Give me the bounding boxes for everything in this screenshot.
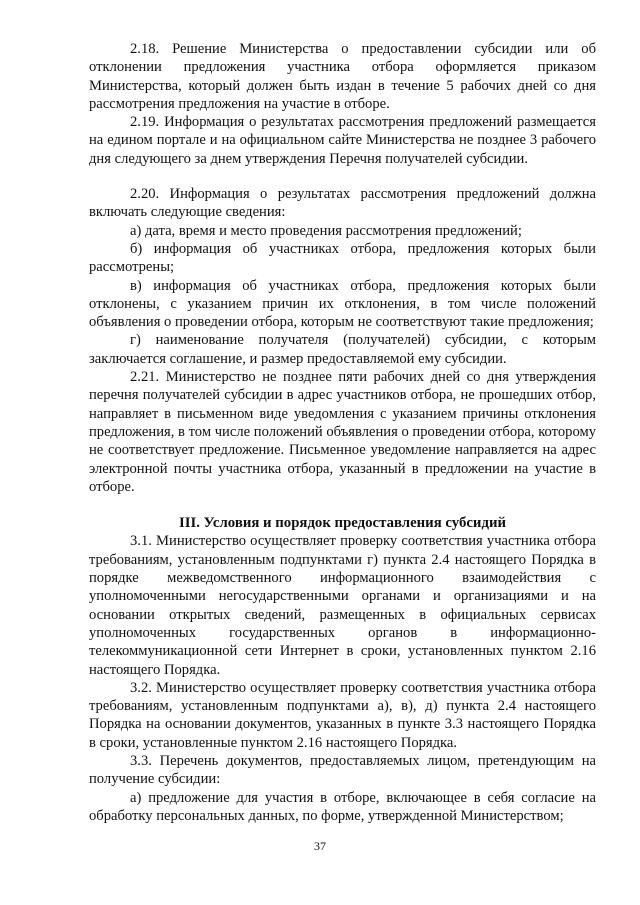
list-item-v: в) информация об участниках отбора, предложения которых были отклонены, с указанием причин их отклонения, в том числе положений объявления о проведении отбора, которым не соответствуют такие предложения; [89, 277, 596, 331]
page-number: 37 [314, 839, 326, 853]
paragraph-2-18: 2.18. Решение Министерства о предоставлении субсидии или об отклонении предложения участника отбора оформляется приказом Министерства, который должен быть издан в течение 5 рабочих дней со дня рассмотрения предложения на участие в отборе. [89, 41, 596, 112]
section-heading: III. Условия и порядок предоставления субсидий [179, 515, 506, 532]
paragraph-3-1: 3.1. Министерство осуществляет проверку соответствия участника отбора требованиям, установленным подпунктами г) пункта 2.4 настоящего Порядка в порядке межведомственного информационного взаимодействия с уполномоченными негосударственными органами и организациями и на основании открытых сведений, размещенных в официальных сервисах уполномоченных государственных органов в информационно-телекоммуникационной сети Интернет в сроки, установленных пунктом 2.16 настоящего Порядка. [89, 533, 596, 678]
paragraph-2-21: 2.21. Министерство не позднее пяти рабочих дней со дня утверждения перечня получателей субсидии в адрес участников отбора, не прошедших отбор, направляет в письменном виде уведомления с указанием причины отклонения предложения, в том числе положений объявления о проведении отбора, которому не соответствует предложение. Письменное уведомление направляется на адрес электронной почты участника отбора, указанный в предложении на участие в отборе. [89, 369, 596, 495]
list-item-a: а) дата, время и место проведения рассмотрения предложений; [130, 222, 522, 239]
list-item-b: б) информация об участниках отбора, предложения которых были рассмотрены; [89, 240, 596, 276]
paragraph-3-2: 3.2. Министерство осуществляет проверку соответствия участника отбора требованиям, установленным подпунктами а), в), д) пункта 2.4 настоящего Порядка на основании документов, указанных в пункте 3.3 настоящего Порядка в сроки, установленные пунктом 2.16 настоящего Порядка. [89, 679, 596, 751]
list-item-3-3-a: а) предложение для участия в отборе, включающее в себя согласие на обработку персональных данных, по форме, утвержденной Министерством; [89, 789, 596, 824]
paragraph-2-19: 2.19. Информация о результатах рассмотрения предложений размещается на едином портале и на официальном сайте Министерства не позднее 3 рабочего дня следующего за днем утверждения Перечня получателей субсидии. [89, 114, 596, 167]
list-item-g: г) наименование получателя (получателей) субсидии, с которым заключается соглашение, и размер предоставляемой ему субсидии. [89, 332, 596, 367]
paragraph-3-3: 3.3. Перечень документов, предоставляемых лицом, претендующим на получение субсидии: [89, 752, 596, 788]
paragraph-2-20: 2.20. Информация о результатах рассмотрения предложений должна включать следующие сведения: [89, 186, 596, 221]
document-page [89, 40, 596, 825]
